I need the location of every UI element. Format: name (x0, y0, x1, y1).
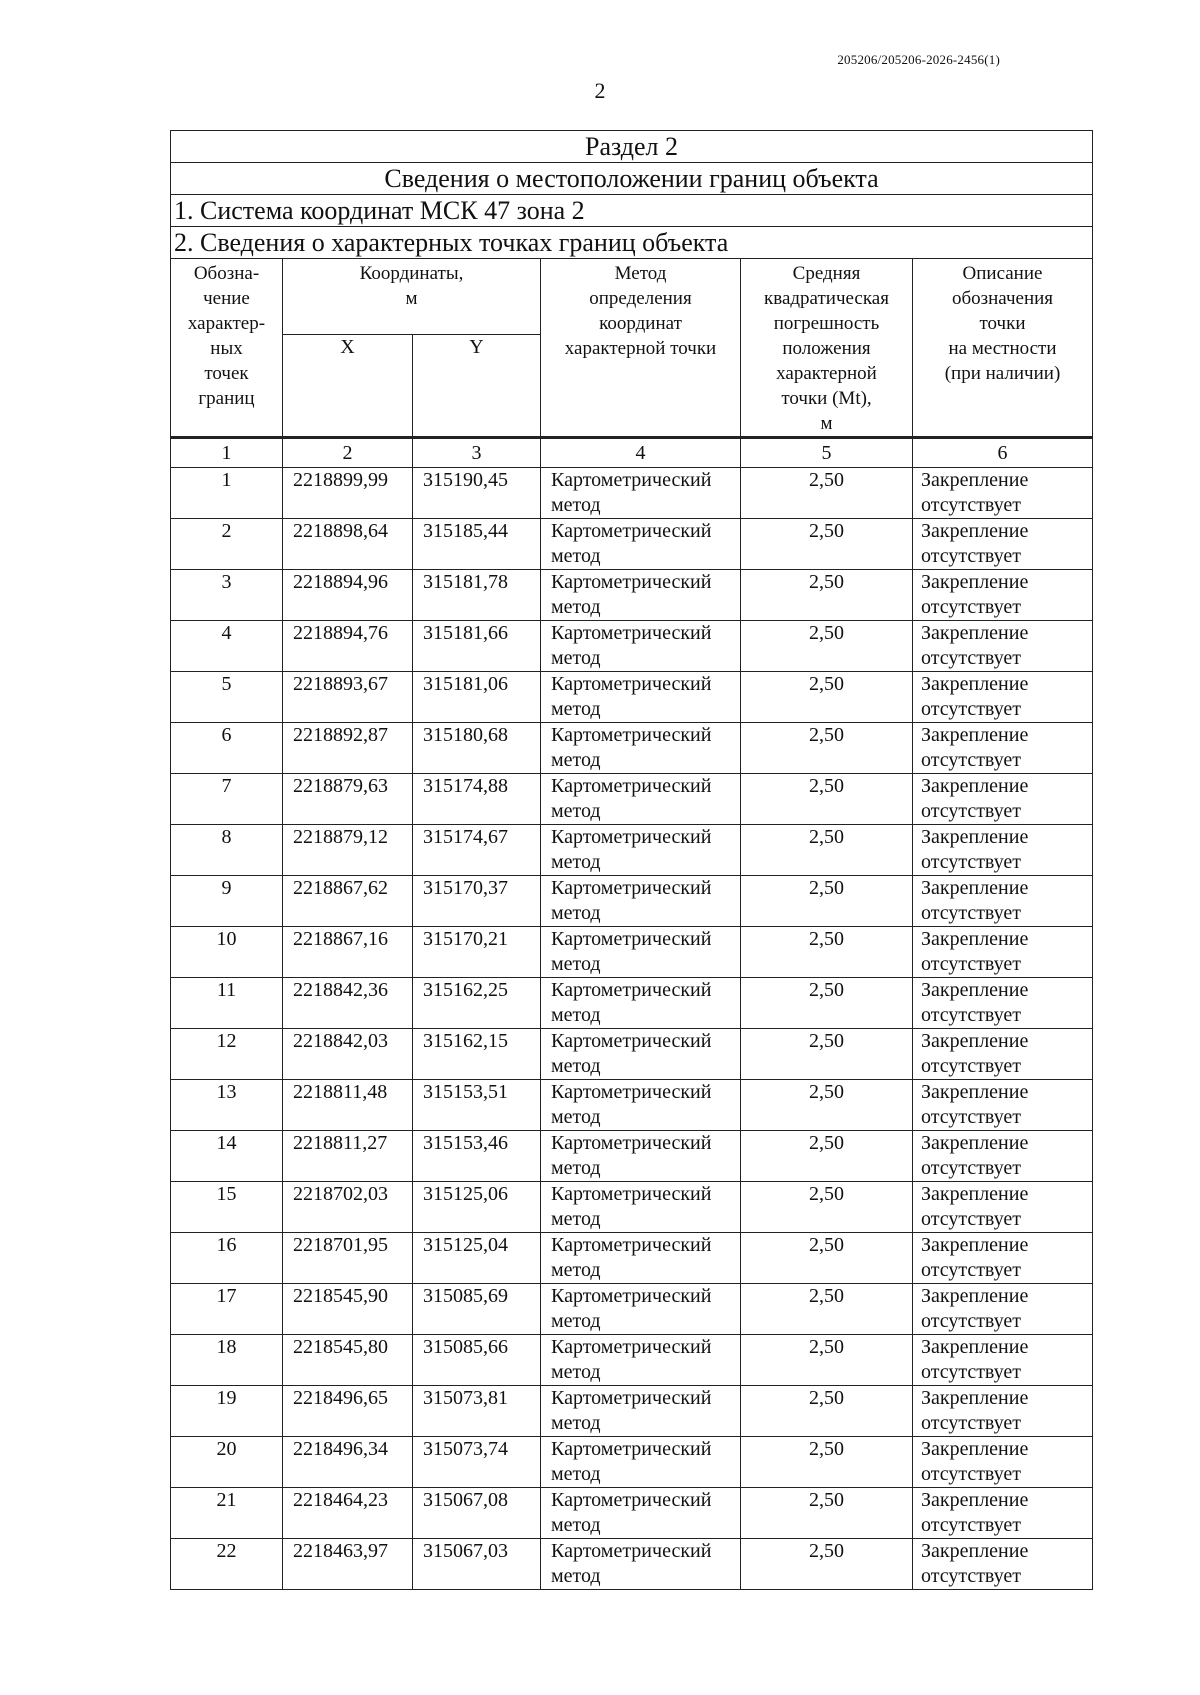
coord-x: 2218879,63 (283, 774, 413, 825)
header-y: Y (413, 335, 541, 438)
coord-y: 315181,78 (413, 570, 541, 621)
column-number: 4 (541, 438, 741, 468)
header-coordinates: Координаты, м (283, 259, 541, 335)
table-row (171, 1335, 1093, 1386)
point-description: Закрепление отсутствует (913, 876, 1093, 927)
coordinate-system: 1. Система координат МСК 47 зона 2 (171, 195, 1093, 227)
point-number: 13 (171, 1080, 283, 1131)
point-description: Закрепление отсутствует (913, 723, 1093, 774)
point-description: Закрепление отсутствует (913, 1131, 1093, 1182)
point-description: Закрепление отсутствует (913, 621, 1093, 672)
coord-y: 315125,06 (413, 1182, 541, 1233)
coord-x: 2218496,65 (283, 1386, 413, 1437)
coord-y: 315067,08 (413, 1488, 541, 1539)
mean-error: 2,50 (741, 825, 913, 876)
point-number: 6 (171, 723, 283, 774)
point-number: 20 (171, 1437, 283, 1488)
table-row (171, 825, 1093, 876)
method: Картометрический метод (541, 825, 741, 876)
coord-y: 315174,67 (413, 825, 541, 876)
coord-x: 2218894,96 (283, 570, 413, 621)
table-row (171, 519, 1093, 570)
table-row (171, 1437, 1093, 1488)
table-row (171, 672, 1093, 723)
method: Картометрический метод (541, 1386, 741, 1437)
method: Картометрический метод (541, 876, 741, 927)
coord-x: 2218867,62 (283, 876, 413, 927)
table-row (171, 468, 1093, 519)
point-number: 18 (171, 1335, 283, 1386)
coord-y: 315185,44 (413, 519, 541, 570)
mean-error: 2,50 (741, 876, 913, 927)
point-number: 2 (171, 519, 283, 570)
header-method: Метод определения координат характерной точки (541, 259, 741, 438)
point-description: Закрепление отсутствует (913, 1335, 1093, 1386)
point-number: 15 (171, 1182, 283, 1233)
point-description: Закрепление отсутствует (913, 570, 1093, 621)
coord-y: 315085,69 (413, 1284, 541, 1335)
coord-x: 2218701,95 (283, 1233, 413, 1284)
header-description: Описание обозначения точки на местности (при наличии) (913, 259, 1093, 438)
method: Картометрический метод (541, 1335, 741, 1386)
coord-y: 315181,06 (413, 672, 541, 723)
point-number: 4 (171, 621, 283, 672)
point-description: Закрепление отсутствует (913, 519, 1093, 570)
table-row (171, 1182, 1093, 1233)
mean-error: 2,50 (741, 1029, 913, 1080)
coord-x: 2218867,16 (283, 927, 413, 978)
table-row (171, 876, 1093, 927)
document-number: 205206/205206-2026-2456(1) (837, 52, 1000, 67)
method: Картометрический метод (541, 1284, 741, 1335)
table-row (171, 1539, 1093, 1590)
point-description: Закрепление отсутствует (913, 1437, 1093, 1488)
page-number: 2 (594, 78, 606, 103)
coord-x: 2218899,99 (283, 468, 413, 519)
mean-error: 2,50 (741, 1131, 913, 1182)
coord-y: 315067,03 (413, 1539, 541, 1590)
coord-y: 315170,37 (413, 876, 541, 927)
column-number: 6 (913, 438, 1093, 468)
point-description: Закрепление отсутствует (913, 672, 1093, 723)
point-number: 19 (171, 1386, 283, 1437)
table-row (171, 1131, 1093, 1182)
coord-x: 2218545,90 (283, 1284, 413, 1335)
mean-error: 2,50 (741, 621, 913, 672)
header-x: X (283, 335, 413, 438)
method: Картометрический метод (541, 672, 741, 723)
coord-y: 315162,15 (413, 1029, 541, 1080)
point-description: Закрепление отсутствует (913, 1182, 1093, 1233)
table-row (171, 1488, 1093, 1539)
mean-error: 2,50 (741, 1437, 913, 1488)
mean-error: 2,50 (741, 1182, 913, 1233)
method: Картометрический метод (541, 723, 741, 774)
column-number: 2 (283, 438, 413, 468)
coord-y: 315153,46 (413, 1131, 541, 1182)
section-title: Раздел 2 (171, 131, 1093, 163)
coord-x: 2218545,80 (283, 1335, 413, 1386)
coord-y: 315073,81 (413, 1386, 541, 1437)
method: Картометрический метод (541, 1182, 741, 1233)
section-subtitle: Сведения о местоположении границ объекта (171, 163, 1093, 195)
table-row (171, 1233, 1093, 1284)
method: Картометрический метод (541, 978, 741, 1029)
coord-y: 315190,45 (413, 468, 541, 519)
coord-x: 2218463,97 (283, 1539, 413, 1590)
method: Картометрический метод (541, 774, 741, 825)
mean-error: 2,50 (741, 1233, 913, 1284)
coord-y: 315125,04 (413, 1233, 541, 1284)
coord-y: 315174,88 (413, 774, 541, 825)
point-description: Закрепление отсутствует (913, 1488, 1093, 1539)
column-number: 1 (171, 438, 283, 468)
method: Картометрический метод (541, 1233, 741, 1284)
point-number: 1 (171, 468, 283, 519)
coord-x: 2218464,23 (283, 1488, 413, 1539)
point-number: 14 (171, 1131, 283, 1182)
point-description: Закрепление отсутствует (913, 1233, 1093, 1284)
coord-y: 315073,74 (413, 1437, 541, 1488)
mean-error: 2,50 (741, 468, 913, 519)
point-number: 8 (171, 825, 283, 876)
mean-error: 2,50 (741, 1335, 913, 1386)
method: Картометрический метод (541, 1131, 741, 1182)
point-description: Закрепление отсутствует (913, 1284, 1093, 1335)
table-row (171, 1080, 1093, 1131)
table-row (171, 927, 1093, 978)
header-error: Средняя квадратическая погрешность положения характерной точки (Mt), м (741, 259, 913, 438)
point-number: 10 (171, 927, 283, 978)
point-description: Закрепление отсутствует (913, 1029, 1093, 1080)
method: Картометрический метод (541, 1437, 741, 1488)
coord-x: 2218842,03 (283, 1029, 413, 1080)
coord-y: 315181,66 (413, 621, 541, 672)
point-number: 9 (171, 876, 283, 927)
mean-error: 2,50 (741, 774, 913, 825)
point-number: 12 (171, 1029, 283, 1080)
method: Картометрический метод (541, 519, 741, 570)
mean-error: 2,50 (741, 1539, 913, 1590)
mean-error: 2,50 (741, 723, 913, 774)
table-row (171, 978, 1093, 1029)
point-number: 22 (171, 1539, 283, 1590)
point-number: 3 (171, 570, 283, 621)
boundary-points-table (170, 130, 1093, 1590)
method: Картометрический метод (541, 468, 741, 519)
coord-x: 2218898,64 (283, 519, 413, 570)
mean-error: 2,50 (741, 519, 913, 570)
method: Картометрический метод (541, 1080, 741, 1131)
coord-y: 315153,51 (413, 1080, 541, 1131)
table-row (171, 723, 1093, 774)
method: Картометрический метод (541, 621, 741, 672)
point-number: 5 (171, 672, 283, 723)
coord-x: 2218702,03 (283, 1182, 413, 1233)
mean-error: 2,50 (741, 1488, 913, 1539)
column-number: 3 (413, 438, 541, 468)
table-row (171, 1284, 1093, 1335)
header-designation: Обозна- чение характер- ных точек границ (171, 259, 283, 438)
coord-y: 315085,66 (413, 1335, 541, 1386)
table-row (171, 1386, 1093, 1437)
method: Картометрический метод (541, 1488, 741, 1539)
point-number: 21 (171, 1488, 283, 1539)
column-number: 5 (741, 438, 913, 468)
point-description: Закрепление отсутствует (913, 1539, 1093, 1590)
point-description: Закрепление отсутствует (913, 978, 1093, 1029)
method: Картометрический метод (541, 1029, 741, 1080)
point-number: 16 (171, 1233, 283, 1284)
mean-error: 2,50 (741, 1080, 913, 1131)
point-number: 17 (171, 1284, 283, 1335)
coord-x: 2218842,36 (283, 978, 413, 1029)
coord-x: 2218894,76 (283, 621, 413, 672)
point-number: 11 (171, 978, 283, 1029)
coord-x: 2218496,34 (283, 1437, 413, 1488)
coord-x: 2218893,67 (283, 672, 413, 723)
point-description: Закрепление отсутствует (913, 1080, 1093, 1131)
coord-x: 2218811,48 (283, 1080, 413, 1131)
mean-error: 2,50 (741, 1284, 913, 1335)
coord-y: 315180,68 (413, 723, 541, 774)
mean-error: 2,50 (741, 672, 913, 723)
mean-error: 2,50 (741, 570, 913, 621)
mean-error: 2,50 (741, 1386, 913, 1437)
point-description: Закрепление отсутствует (913, 468, 1093, 519)
method: Картометрический метод (541, 1539, 741, 1590)
table-row (171, 570, 1093, 621)
point-description: Закрепление отсутствует (913, 825, 1093, 876)
point-number: 7 (171, 774, 283, 825)
mean-error: 2,50 (741, 927, 913, 978)
coord-x: 2218879,12 (283, 825, 413, 876)
coord-y: 315162,25 (413, 978, 541, 1029)
coord-x: 2218811,27 (283, 1131, 413, 1182)
coord-y: 315170,21 (413, 927, 541, 978)
table-row (171, 1029, 1093, 1080)
table-row (171, 621, 1093, 672)
point-description: Закрепление отсутствует (913, 774, 1093, 825)
method: Картометрический метод (541, 570, 741, 621)
point-description: Закрепление отсутствует (913, 927, 1093, 978)
method: Картометрический метод (541, 927, 741, 978)
mean-error: 2,50 (741, 978, 913, 1029)
coord-x: 2218892,87 (283, 723, 413, 774)
column-number-row (171, 438, 1093, 468)
points-title: 2. Сведения о характерных точках границ объекта (171, 227, 1093, 259)
table-row (171, 774, 1093, 825)
point-description: Закрепление отсутствует (913, 1386, 1093, 1437)
